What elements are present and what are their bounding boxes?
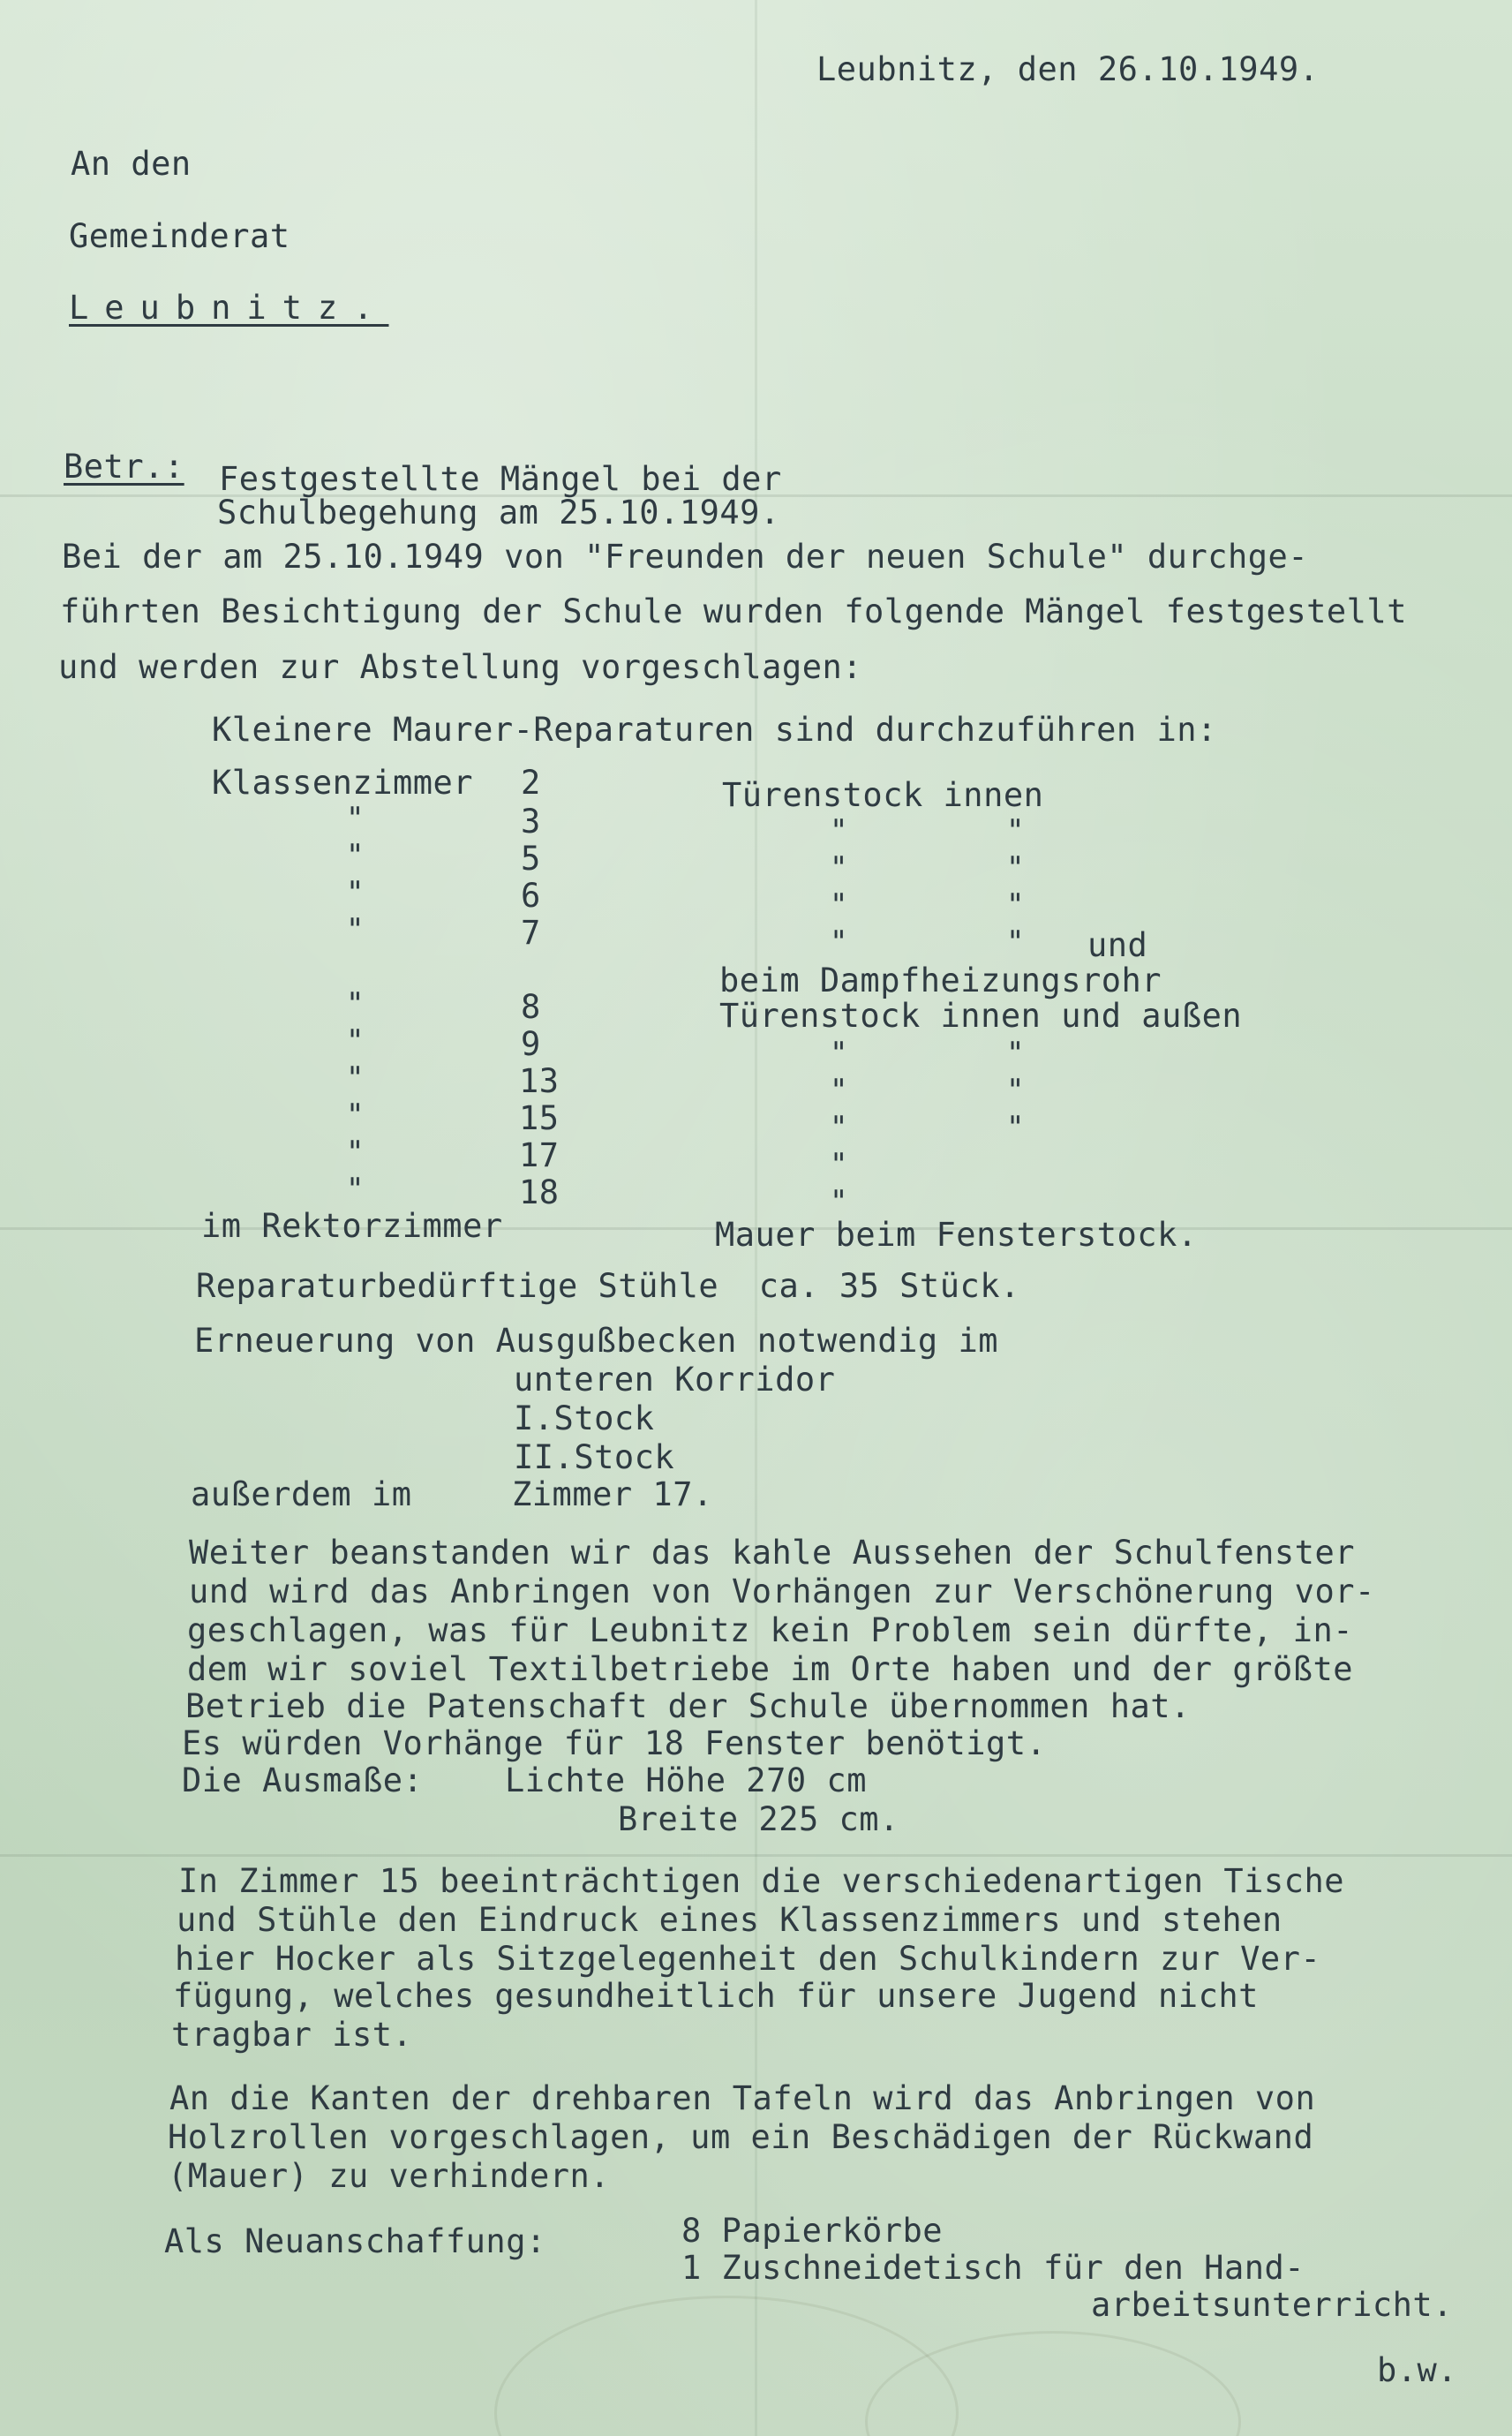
basins-line: I.Stock: [514, 1399, 655, 1437]
ditto-mark: ": [830, 1110, 848, 1145]
subject-line: Festgestellte Mängel bei der: [219, 460, 782, 498]
room-number: 2: [521, 764, 541, 802]
ditto-mark: ": [346, 875, 365, 910]
curtains-line: Es würden Vorhänge für 18 Fenster benötigt.: [182, 1724, 1047, 1762]
room15-line: tragbar ist.: [171, 2016, 413, 2054]
boards-line: Holzrollen vorgeschlagen, um ein Beschädigen der Rückwand: [168, 2118, 1314, 2156]
room-number: 15: [519, 1099, 560, 1137]
room-number: 3: [521, 803, 541, 841]
ditto-mark: ": [830, 887, 848, 923]
basins-line: Erneuerung von Ausgußbecken notwendig im: [194, 1322, 999, 1360]
ditto-mark: ": [346, 1135, 365, 1170]
room-label: Klassenzimmer: [212, 764, 474, 802]
room-number: 17: [519, 1136, 560, 1174]
ditto-mark: ": [1006, 813, 1025, 848]
curtains-line: Breite 225 cm.: [618, 1800, 899, 1838]
footer-note: b.w.: [1377, 2351, 1458, 2389]
ditto-mark: ": [346, 986, 365, 1022]
subject-line: Schulbegehung am 25.10.1949.: [217, 494, 780, 532]
curtains-line: Weiter beanstanden wir das kahle Aussehen der Schulfenster: [189, 1534, 1356, 1572]
rektor-detail: Mauer beim Fensterstock.: [715, 1216, 1198, 1254]
room15-line: fügung, welches gesundheitlich für unsere Jugend nicht: [173, 1977, 1259, 2015]
ditto-mark: ": [830, 1036, 848, 1071]
ditto-mark: ": [830, 1184, 848, 1219]
basins-line: Zimmer 17.: [512, 1475, 713, 1513]
recipient-line: An den: [71, 145, 192, 183]
curtains-line: Lichte Höhe 270 cm: [505, 1761, 867, 1799]
ditto-mark: ": [830, 813, 848, 848]
curtains-line: und wird das Anbringen von Vorhängen zur Verschönerung vor-: [189, 1572, 1375, 1610]
room-location: Türenstock innen und außen: [719, 997, 1243, 1035]
room-number: 13: [519, 1062, 560, 1100]
rektor-label: im Rektorzimmer: [201, 1207, 503, 1245]
room-number: 9: [521, 1025, 541, 1063]
room15-line: In Zimmer 15 beeinträchtigen die verschiedenartigen Tische: [178, 1862, 1345, 1900]
date-line: Leubnitz, den 26.10.1949.: [816, 50, 1320, 88]
subject-label: Betr.:: [64, 448, 184, 486]
ditto-mark: ": [346, 1060, 365, 1096]
ditto-mark: ": [1006, 850, 1025, 886]
intro-line: Bei der am 25.10.1949 von "Freunden der neuen Schule" durchge-: [62, 538, 1309, 576]
room-number: 5: [521, 840, 541, 878]
ditto-mark: ": [830, 1073, 848, 1108]
ditto-mark: ": [1006, 1036, 1025, 1071]
chairs-line: Reparaturbedürftige Stühle ca. 35 Stück.: [196, 1267, 1020, 1305]
curtains-line: Betrieb die Patenschaft der Schule übernommen hat.: [185, 1687, 1191, 1725]
room15-line: und Stühle den Eindruck eines Klassenzimmers und stehen: [177, 1901, 1283, 1939]
ditto-mark: ": [830, 850, 848, 886]
ditto-mark: ": [346, 1097, 365, 1133]
ditto-mark: ": [346, 801, 365, 836]
basins-label: außerdem im: [191, 1475, 412, 1513]
ditto-mark: ": [346, 912, 365, 947]
purchase-label: Als Neuanschaffung:: [164, 2222, 546, 2260]
ditto-mark: ": [830, 1147, 848, 1182]
basins-line: unteren Korridor: [514, 1361, 836, 1399]
room15-line: hier Hocker als Sitzgelegenheit den Schulkindern zur Ver-: [175, 1940, 1321, 1978]
recipient-town: Leubnitz.: [69, 289, 389, 327]
intro-line: und werden zur Abstellung vorgeschlagen:: [58, 648, 863, 686]
room-location: beim Dampfheizungsrohr: [719, 962, 1162, 999]
boards-line: An die Kanten der drehbaren Tafeln wird das Anbringen von: [169, 2079, 1316, 2117]
room-location: Türenstock innen: [722, 776, 1044, 814]
ditto-mark: ": [346, 838, 365, 873]
curtains-line: geschlagen, was für Leubnitz kein Problem sein dürfte, in-: [187, 1611, 1354, 1649]
purchase-line: 8 Papierkörbe: [681, 2212, 944, 2250]
water-stain: [865, 2331, 1241, 2436]
curtains-line: dem wir soviel Textilbetriebe im Orte haben und der größte: [187, 1650, 1354, 1688]
intro-line: führten Besichtigung der Schule wurden folgende Mängel festgestellt: [60, 592, 1407, 630]
ditto-mark: ": [1006, 887, 1025, 923]
ditto-mark: ": [830, 924, 848, 960]
purchase-line: arbeitsunterricht.: [1091, 2286, 1453, 2324]
room-number: 18: [519, 1173, 560, 1211]
ditto-mark: ": [1006, 1110, 1025, 1145]
recipient-line: Gemeinderat: [69, 217, 290, 255]
room-number: 7: [521, 914, 541, 952]
room-number: 8: [521, 988, 541, 1026]
repairs-heading: Kleinere Maurer-Reparaturen sind durchzuführen in:: [212, 711, 1217, 749]
purchase-line: 1 Zuschneidetisch für den Hand-: [681, 2249, 1305, 2287]
basins-line: II.Stock: [514, 1438, 675, 1476]
room-number: 6: [521, 877, 541, 915]
boards-line: (Mauer) zu verhindern.: [168, 2157, 611, 2195]
ditto-mark: ": [1006, 924, 1025, 960]
ditto-mark: ": [1006, 1073, 1025, 1108]
room-location: und: [1087, 926, 1148, 964]
ditto-mark: ": [346, 1023, 365, 1059]
ditto-mark: ": [346, 1172, 365, 1207]
curtains-label: Die Ausmaße:: [182, 1761, 424, 1799]
